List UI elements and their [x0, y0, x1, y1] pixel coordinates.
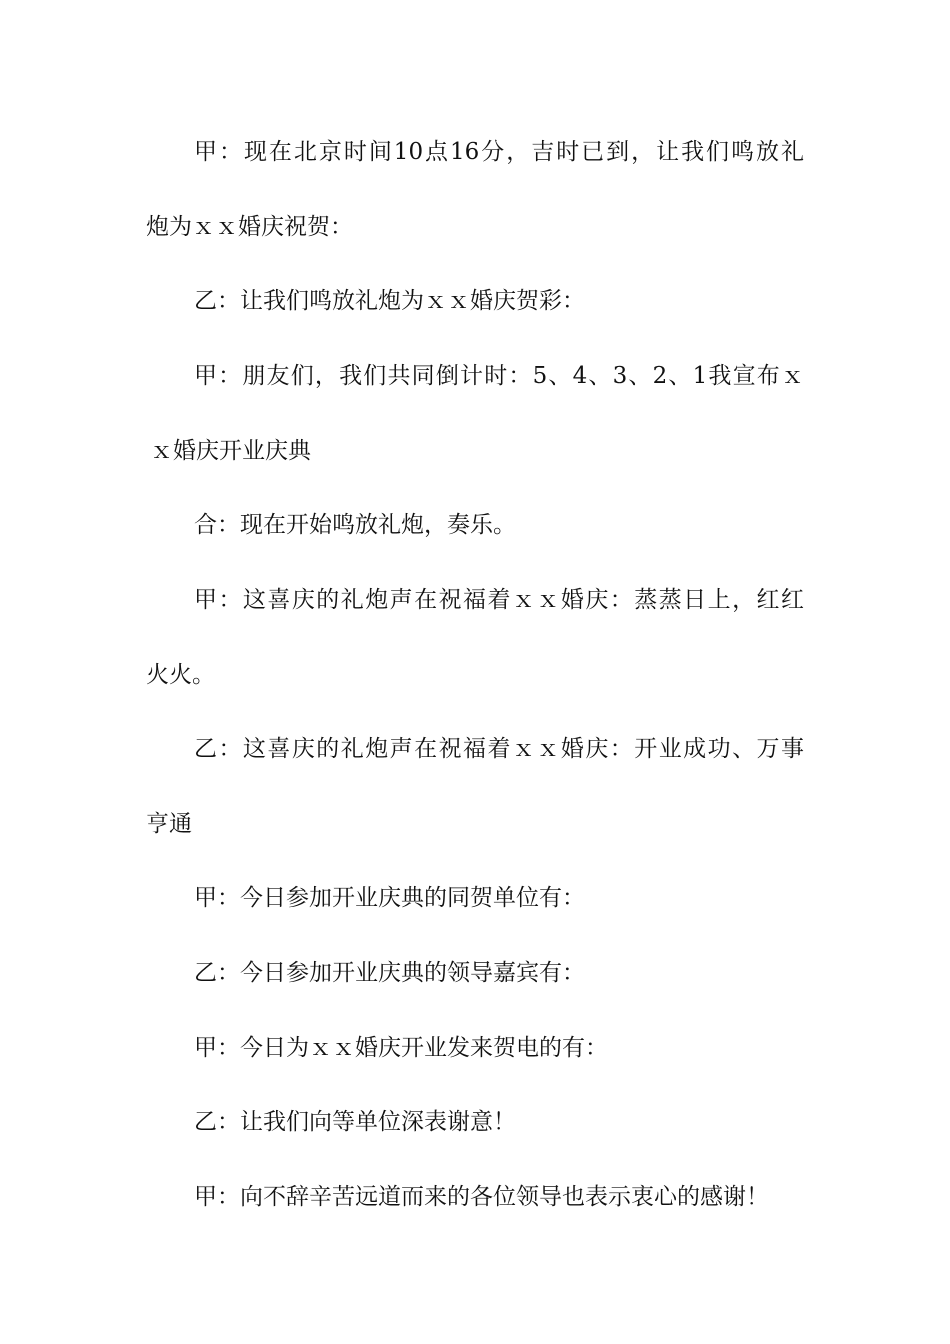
paragraph-line: ｘ婚庆开业庆典: [150, 438, 311, 464]
paragraph-line: 炮为ｘｘ婚庆祝贺：: [146, 214, 353, 240]
paragraph-line: 乙：让我们鸣放礼炮为ｘｘ婚庆贺彩：: [194, 288, 585, 314]
paragraph-line: 甲：今日参加开业庆典的同贺单位有：: [194, 885, 585, 911]
paragraph-line: 亨通: [146, 811, 192, 837]
paragraph-line: 火火。: [146, 662, 215, 688]
paragraph-line: 甲：这喜庆的礼炮声在祝福着ｘｘ婚庆：蒸蒸日上，红红: [194, 587, 804, 613]
paragraph-line: 甲：朋友们，我们共同倒计时：5、4、3、2、1我宣布ｘ: [194, 363, 804, 389]
paragraph-line: 甲：今日为ｘｘ婚庆开业发来贺电的有：: [194, 1035, 608, 1061]
paragraph-line: 乙：今日参加开业庆典的领导嘉宾有：: [194, 960, 585, 986]
paragraph-line: 甲：现在北京时间10点16分，吉时已到，让我们鸣放礼: [194, 139, 804, 165]
paragraph-line: 合：现在开始鸣放礼炮，奏乐。: [194, 512, 516, 538]
paragraph-line: 乙：这喜庆的礼炮声在祝福着ｘｘ婚庆：开业成功、万事: [194, 736, 804, 762]
paragraph-line: 乙：让我们向等单位深表谢意！: [194, 1109, 516, 1135]
paragraph-line: 甲：向不辞辛苦远道而来的各位领导也表示衷心的感谢！: [194, 1184, 769, 1210]
